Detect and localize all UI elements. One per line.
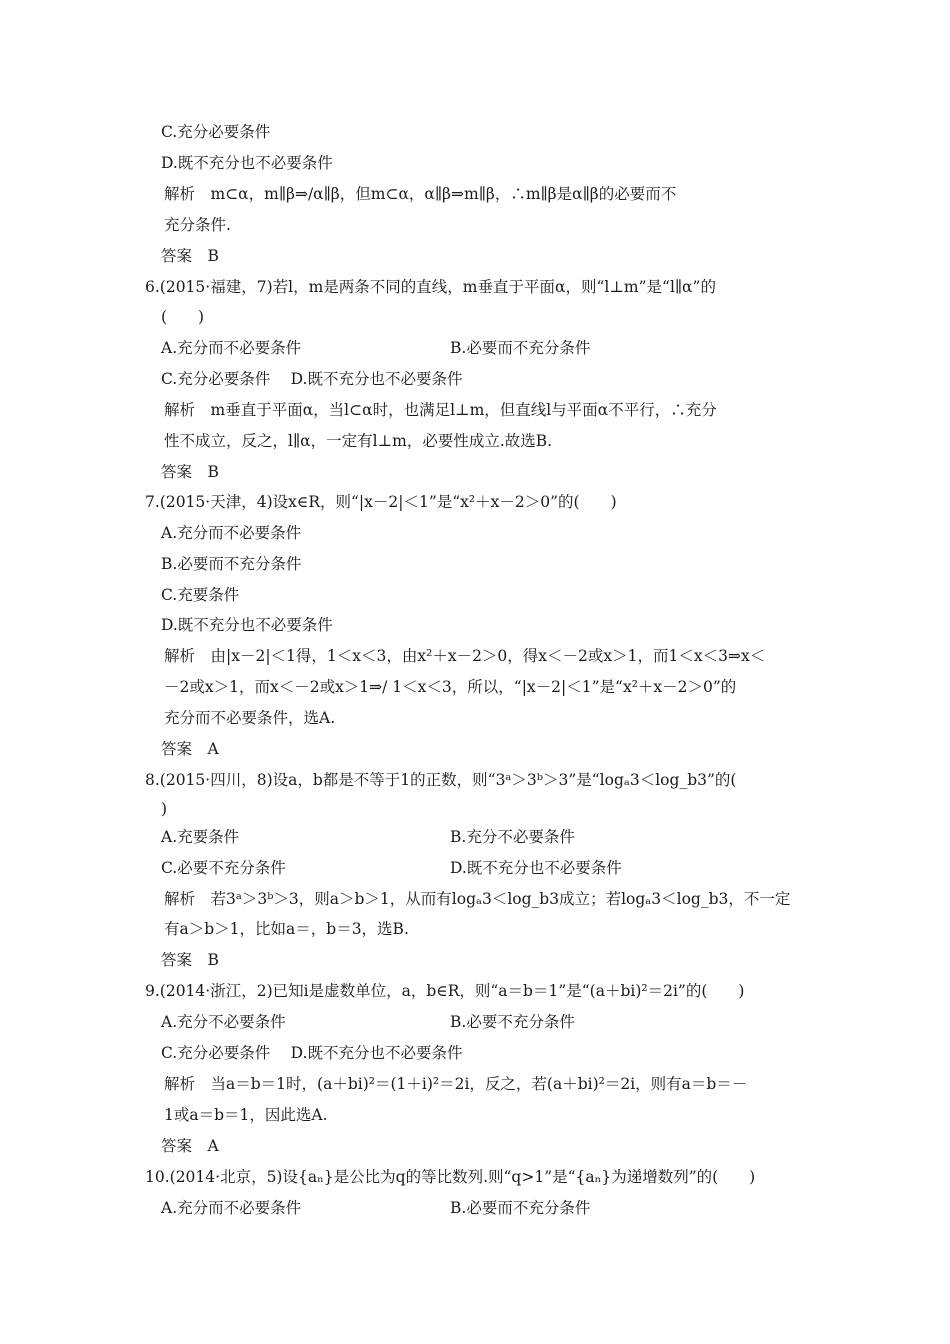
text-line: B.必要而不充分条件 [450, 339, 591, 357]
text-line: 8.(2015·四川，8)设a，b都是不等于1的正数，则“3ᵃ＞3ᵇ＞3”是“logₐ3＜log_b3”的( [145, 771, 737, 789]
text-line: 解析 若3ᵃ＞3ᵇ＞3，则a＞b＞1，从而有logₐ3＜log_b3成立；若logₐ3＜log_b3，不一定 [164, 890, 791, 908]
text-line: A.充要条件 [161, 828, 240, 846]
text-line: 解析 由|x－2|＜1得，1＜x＜3，由x²＋x－2＞0，得x＜－2或x＞1，而1＜x＜3⇒x＜ [164, 647, 766, 665]
text-line: －2或x＞1，而x＜－2或x＞1⇒/ 1＜x＜3，所以，“|x－2|＜1”是“x²＋x－2＞0”的 [164, 678, 737, 696]
text-line: A.充分而不必要条件 [161, 339, 302, 357]
text-line: A.充分而不必要条件 [161, 1199, 302, 1217]
text-line: 答案 A [161, 740, 219, 758]
text-line: B.充分不必要条件 [450, 828, 575, 846]
text-line: 有a＞b＞1，比如a＝，b＝3，选B. [164, 920, 409, 938]
text-line: 9.(2014·浙江，2)已知i是虚数单位，a，b∈R，则“a＝b＝1”是“(a＋bi)²＝2i”的( ) [145, 982, 745, 1000]
text-line: C.充要条件 [161, 586, 240, 604]
text-line: 答案 A [161, 1137, 219, 1155]
text-line: 1或a＝b＝1，因此选A. [164, 1106, 328, 1124]
text-line: 答案 B [161, 463, 219, 481]
text-line: B.必要不充分条件 [450, 1013, 575, 1031]
text-line: D.既不充分也不必要条件 [161, 154, 333, 172]
text-line: D.既不充分也不必要条件 [161, 616, 333, 634]
text-line: 7.(2015·天津，4)设x∈R，则“|x－2|＜1”是“x²＋x－2＞0”的( ) [145, 493, 617, 511]
text-line: A.充分而不必要条件 [161, 524, 302, 542]
text-line: C.充分必要条件 D.既不充分也不必要条件 [161, 370, 463, 388]
text-line: 充分而不必要条件，选A. [164, 709, 336, 727]
text-line: 充分条件. [164, 216, 231, 234]
text-line: B.必要而不充分条件 [161, 555, 302, 573]
text-line: 解析 m⊂α，m∥β⇒/α∥β，但m⊂α，α∥β⇒m∥β，∴m∥β是α∥β的必要而不 [164, 185, 677, 203]
text-line: B.必要而不充分条件 [450, 1199, 591, 1217]
text-line: ( ) [161, 308, 205, 326]
text-line: C.充分必要条件 D.既不充分也不必要条件 [161, 1044, 463, 1062]
text-line: 6.(2015·福建，7)若l，m是两条不同的直线，m垂直于平面α，则“l⊥m”是“l∥α”的 [145, 278, 716, 296]
text-line: D.既不充分也不必要条件 [450, 859, 622, 877]
text-line: 答案 B [161, 951, 219, 969]
text-line: 答案 B [161, 247, 219, 265]
text-line: 性不成立，反之，l∥α，一定有l⊥m，必要性成立.故选B. [164, 432, 553, 450]
text-line: A.充分不必要条件 [161, 1013, 286, 1031]
text-line: 10.(2014·北京，5)设{aₙ}是公比为q的等比数列.则“q>1”是“{aₙ}为递增数列”的( ) [145, 1168, 756, 1186]
text-line: ) [161, 800, 168, 818]
text-line: C.必要不充分条件 [161, 859, 286, 877]
text-line: C.充分必要条件 [161, 123, 271, 141]
text-line: 解析 当a＝b＝1时，(a＋bi)²＝(1＋i)²＝2i，反之，若(a＋bi)²＝2i，则有a＝b＝－ [164, 1075, 748, 1093]
text-line: 解析 m垂直于平面α，当l⊂α时，也满足l⊥m，但直线l与平面α不平行，∴充分 [164, 401, 717, 419]
